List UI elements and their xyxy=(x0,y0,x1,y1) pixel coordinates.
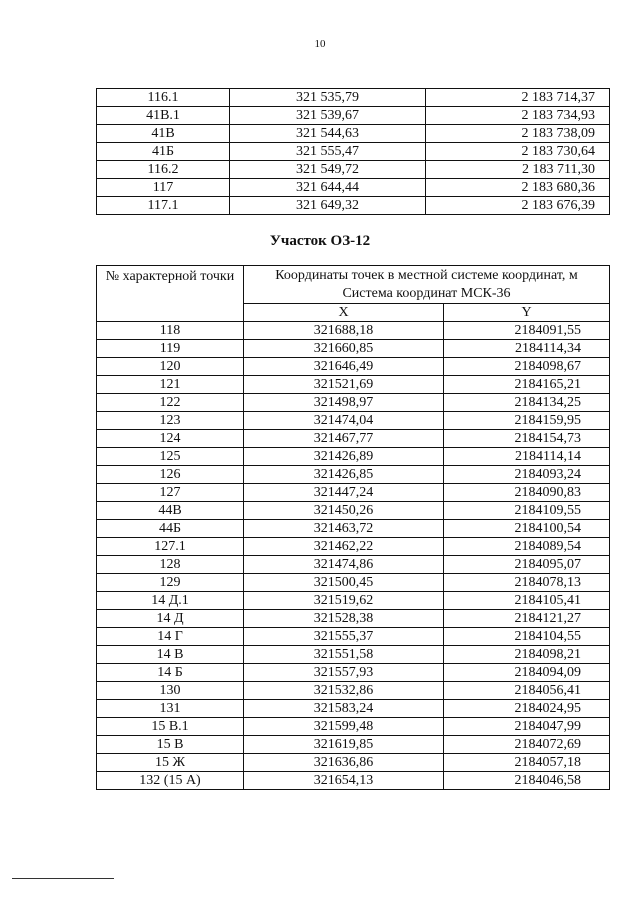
table-row xyxy=(97,484,610,502)
header-y: Y xyxy=(444,304,610,322)
table-row xyxy=(97,538,610,556)
cell-y-coordinate: 2184114,34 xyxy=(444,340,610,358)
cell-x-coordinate: 321 644,44 xyxy=(230,179,426,197)
cell-point-number: 132 (15 А) xyxy=(97,772,244,790)
cell-x-coordinate: 321462,22 xyxy=(244,538,444,556)
table-row xyxy=(97,340,610,358)
cell-point-number: 129 xyxy=(97,574,244,592)
coordinates-table-oz12-body xyxy=(97,322,610,790)
table-row xyxy=(97,664,610,682)
cell-point-number: 44Б xyxy=(97,520,244,538)
cell-point-number: 15 В xyxy=(97,736,244,754)
cell-y-coordinate: 2184165,21 xyxy=(444,376,610,394)
cell-x-coordinate: 321688,18 xyxy=(244,322,444,340)
cell-y-coordinate: 2184154,73 xyxy=(444,430,610,448)
cell-point-number: 41Б xyxy=(97,143,230,161)
cell-x-coordinate: 321 649,32 xyxy=(230,197,426,215)
table-row xyxy=(97,736,610,754)
cell-y-coordinate: 2184091,55 xyxy=(444,322,610,340)
table-row xyxy=(97,394,610,412)
table-row xyxy=(97,610,610,628)
table-row xyxy=(97,448,610,466)
cell-x-coordinate: 321 549,72 xyxy=(230,161,426,179)
cell-y-coordinate: 2 183 676,39 xyxy=(426,197,610,215)
table-row xyxy=(97,592,610,610)
table-row xyxy=(97,556,610,574)
table-row xyxy=(97,322,610,340)
cell-y-coordinate: 2 183 730,64 xyxy=(426,143,610,161)
cell-point-number: 117 xyxy=(97,179,230,197)
cell-x-coordinate: 321660,85 xyxy=(244,340,444,358)
table-row xyxy=(97,161,610,179)
cell-point-number: 123 xyxy=(97,412,244,430)
cell-x-coordinate: 321583,24 xyxy=(244,700,444,718)
table-row xyxy=(97,376,610,394)
cell-y-coordinate: 2184056,41 xyxy=(444,682,610,700)
cell-x-coordinate: 321 555,47 xyxy=(230,143,426,161)
cell-x-coordinate: 321450,26 xyxy=(244,502,444,520)
cell-point-number: 118 xyxy=(97,322,244,340)
cell-x-coordinate: 321 535,79 xyxy=(230,89,426,107)
table-row xyxy=(97,520,610,538)
cell-point-number: 116.1 xyxy=(97,89,230,107)
cell-point-number: 41В.1 xyxy=(97,107,230,125)
cell-x-coordinate: 321474,04 xyxy=(244,412,444,430)
cell-x-coordinate: 321474,86 xyxy=(244,556,444,574)
cell-y-coordinate: 2184105,41 xyxy=(444,592,610,610)
cell-point-number: 128 xyxy=(97,556,244,574)
cell-x-coordinate: 321426,85 xyxy=(244,466,444,484)
cell-x-coordinate: 321426,89 xyxy=(244,448,444,466)
cell-y-coordinate: 2184094,09 xyxy=(444,664,610,682)
cell-y-coordinate: 2184114,14 xyxy=(444,448,610,466)
cell-y-coordinate: 2184121,27 xyxy=(444,610,610,628)
cell-point-number: 14 Б xyxy=(97,664,244,682)
table-row xyxy=(97,125,610,143)
cell-x-coordinate: 321599,48 xyxy=(244,718,444,736)
table-row xyxy=(97,646,610,664)
header-coordinates-line1: Координаты точек в местной системе координат, м xyxy=(275,268,578,283)
table-row xyxy=(97,682,610,700)
cell-point-number: 15 Ж xyxy=(97,754,244,772)
cell-point-number: 125 xyxy=(97,448,244,466)
cell-point-number: 131 xyxy=(97,700,244,718)
cell-y-coordinate: 2 183 734,93 xyxy=(426,107,610,125)
cell-x-coordinate: 321500,45 xyxy=(244,574,444,592)
table-row xyxy=(97,179,610,197)
cell-y-coordinate: 2 183 714,37 xyxy=(426,89,610,107)
cell-point-number: 14 Г xyxy=(97,628,244,646)
cell-y-coordinate: 2184024,95 xyxy=(444,700,610,718)
table-row xyxy=(97,502,610,520)
cell-point-number: 14 В xyxy=(97,646,244,664)
page-number: 10 xyxy=(314,38,326,50)
table-row xyxy=(97,430,610,448)
header-point-number: № характерной точки xyxy=(97,266,244,322)
cell-y-coordinate: 2184098,67 xyxy=(444,358,610,376)
cell-x-coordinate: 321555,37 xyxy=(244,628,444,646)
cell-x-coordinate: 321 539,67 xyxy=(230,107,426,125)
cell-x-coordinate: 321463,72 xyxy=(244,520,444,538)
cell-y-coordinate: 2 183 738,09 xyxy=(426,125,610,143)
cell-x-coordinate: 321 544,63 xyxy=(230,125,426,143)
cell-y-coordinate: 2 183 680,36 xyxy=(426,179,610,197)
cell-x-coordinate: 321646,49 xyxy=(244,358,444,376)
table-row xyxy=(97,628,610,646)
footnote-rule xyxy=(12,878,114,879)
cell-point-number: 122 xyxy=(97,394,244,412)
coordinates-table-oz12 xyxy=(96,265,610,790)
table-row xyxy=(97,107,610,125)
cell-y-coordinate: 2184047,99 xyxy=(444,718,610,736)
table-row xyxy=(97,197,610,215)
cell-y-coordinate: 2184057,18 xyxy=(444,754,610,772)
cell-point-number: 41В xyxy=(97,125,230,143)
cell-x-coordinate: 321467,77 xyxy=(244,430,444,448)
table-row xyxy=(97,574,610,592)
cell-y-coordinate: 2184089,54 xyxy=(444,538,610,556)
cell-x-coordinate: 321447,24 xyxy=(244,484,444,502)
cell-y-coordinate: 2184078,13 xyxy=(444,574,610,592)
cell-y-coordinate: 2184072,69 xyxy=(444,736,610,754)
table-row xyxy=(97,718,610,736)
table-row xyxy=(97,412,610,430)
table-row xyxy=(97,466,610,484)
cell-point-number: 44В xyxy=(97,502,244,520)
cell-x-coordinate: 321521,69 xyxy=(244,376,444,394)
cell-point-number: 127 xyxy=(97,484,244,502)
cell-point-number: 14 Д.1 xyxy=(97,592,244,610)
header-x: X xyxy=(244,304,444,322)
cell-point-number: 130 xyxy=(97,682,244,700)
cell-y-coordinate: 2184095,07 xyxy=(444,556,610,574)
cell-x-coordinate: 321619,85 xyxy=(244,736,444,754)
cell-x-coordinate: 321551,58 xyxy=(244,646,444,664)
cell-y-coordinate: 2184159,95 xyxy=(444,412,610,430)
coordinates-table-continued-body xyxy=(97,89,610,215)
header-coordinate-system: Система координат МСК-36 xyxy=(342,286,511,301)
cell-point-number: 15 В.1 xyxy=(97,718,244,736)
cell-y-coordinate: 2184100,54 xyxy=(444,520,610,538)
cell-y-coordinate: 2184090,83 xyxy=(444,484,610,502)
cell-x-coordinate: 321498,97 xyxy=(244,394,444,412)
cell-y-coordinate: 2184093,24 xyxy=(444,466,610,484)
cell-y-coordinate: 2184104,55 xyxy=(444,628,610,646)
cell-y-coordinate: 2184134,25 xyxy=(444,394,610,412)
cell-point-number: 126 xyxy=(97,466,244,484)
cell-point-number: 116.2 xyxy=(97,161,230,179)
cell-y-coordinate: 2 183 711,30 xyxy=(426,161,610,179)
header-coordinates xyxy=(244,266,610,304)
cell-point-number: 120 xyxy=(97,358,244,376)
cell-x-coordinate: 321532,86 xyxy=(244,682,444,700)
table-row xyxy=(97,772,610,790)
table-row xyxy=(97,700,610,718)
cell-point-number: 127.1 xyxy=(97,538,244,556)
table-row xyxy=(97,89,610,107)
cell-y-coordinate: 2184098,21 xyxy=(444,646,610,664)
table-row xyxy=(97,358,610,376)
coordinates-table-continued xyxy=(96,88,610,215)
cell-point-number: 14 Д xyxy=(97,610,244,628)
cell-x-coordinate: 321528,38 xyxy=(244,610,444,628)
table-row xyxy=(97,143,610,161)
cell-point-number: 121 xyxy=(97,376,244,394)
table-row xyxy=(97,754,610,772)
cell-point-number: 124 xyxy=(97,430,244,448)
cell-point-number: 117.1 xyxy=(97,197,230,215)
cell-y-coordinate: 2184109,55 xyxy=(444,502,610,520)
cell-x-coordinate: 321654,13 xyxy=(244,772,444,790)
table-header xyxy=(97,266,610,322)
cell-y-coordinate: 2184046,58 xyxy=(444,772,610,790)
cell-x-coordinate: 321519,62 xyxy=(244,592,444,610)
cell-x-coordinate: 321636,86 xyxy=(244,754,444,772)
section-title: Участок ОЗ-12 xyxy=(269,233,371,249)
cell-x-coordinate: 321557,93 xyxy=(244,664,444,682)
cell-point-number: 119 xyxy=(97,340,244,358)
